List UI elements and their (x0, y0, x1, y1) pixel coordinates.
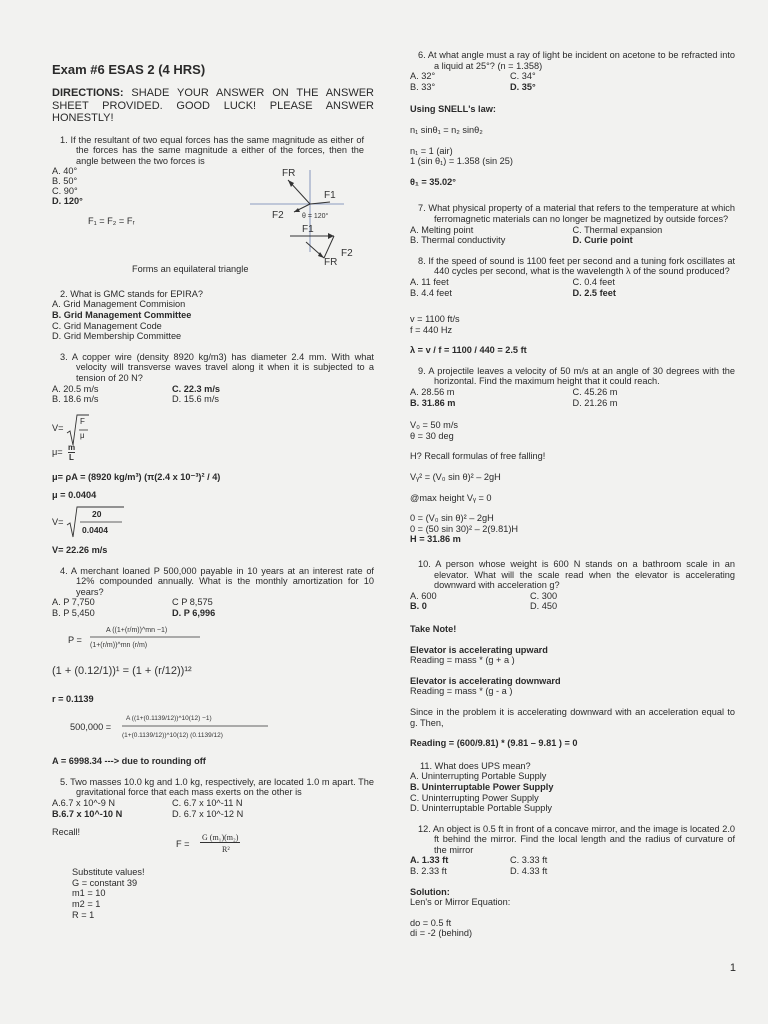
q9-text: 9. A projectile leaves a velocity of 50 m/s at an angle of 30 degrees with the horizontal. Find the maximum height that it could reach. (418, 365, 735, 387)
q12-di: di = -2 (behind) (410, 928, 473, 939)
q3-mu-calc: μ= ρA = (8920 kg/m³) (π(2.4 x 10⁻³)² / 4) (52, 471, 221, 482)
value-m2: m2 = 1 (72, 898, 101, 909)
q5-option-d: D. 6.7 x 10^-12 N (172, 808, 244, 819)
q9-option-c: C. 45.26 m (572, 387, 618, 398)
value-R: R = 1 (72, 909, 95, 920)
mu-label: μ= (52, 446, 63, 457)
q9-options (410, 387, 735, 408)
fig-label-f2b: F2 (341, 248, 353, 260)
elevator-down-heading: Elevator is accelerating downward (410, 675, 561, 686)
q9-theta: θ = 30 deg (410, 430, 454, 441)
snell-eq3: 1 (sin θ₁) = 1.358 (sin 25) (410, 156, 513, 167)
elevator-up-reading: Reading = mass * (g + a ) (410, 655, 515, 666)
q8-option-c: C. 0.4 feet (572, 276, 615, 287)
q12-do: do = 0.5 ft (410, 917, 452, 928)
q8-v: v = 1100 ft/s (410, 314, 460, 325)
q1-text: 1. If the resultant of two equal forces has the same magnitude as either of the forces has the same magnitude a either of the forces, then the angle between the two forces is (60, 134, 364, 166)
q6-answer: θ₁ = 35.02° (410, 176, 456, 187)
q5-recall (52, 825, 374, 861)
q11-text: 11. What does UPS mean? (420, 760, 531, 771)
snell-heading: Using SNELL's law: (410, 104, 496, 115)
q11-option-d: D. Uninterruptable Portable Supply (410, 803, 552, 814)
q9-option-a: A. 28.56 m (410, 387, 455, 398)
q4-option-a: A. P 7,750 (52, 597, 95, 608)
page-number: 1 (729, 962, 736, 974)
q6-option-a: A. 32° (410, 71, 436, 82)
q7-option-c: C. Thermal expansion (572, 224, 663, 235)
q1-equation: F₁ = F₂ = Fᵣ (88, 216, 135, 227)
fig-label-f2: F2 (272, 210, 284, 222)
fig-label-f1b: F1 (302, 224, 314, 236)
svg-text:(1+(r/m))^mn (r/m): (1+(r/m))^mn (r/m) (90, 641, 148, 649)
q5-option-b: B.6.7 x 10^-10 N (52, 808, 123, 819)
q4-text: 4. A merchant loaned P 500,000 payable in 10 years at an interest rate of 12% compounded annually. What is the monthly amortization for 10 years? (60, 565, 374, 597)
q11-option-a: A. Uninterrupting Portable Supply (410, 771, 547, 782)
q3-mu-value: μ = 0.0404 (52, 490, 97, 501)
q12-option-c: C. 3.33 ft (510, 855, 548, 866)
q10-option-a: A. 600 (410, 590, 437, 601)
q2-option-b: B. Grid Management Committee (52, 310, 192, 321)
q10-option-b: B. 0 (410, 601, 427, 612)
q9-recall: H? Recall formulas of free falling! (410, 451, 546, 462)
q4-option-c: C P 8,575 (172, 597, 213, 608)
elevator-up-heading: Elevator is accelerating upward (410, 644, 548, 655)
rate-equation (52, 659, 222, 681)
q6-text: 6. At what angle must a ray of light be incident on acetone to be refracted into a liquid at 25°? (n = 1.358) (418, 50, 735, 71)
v-label: V= (52, 422, 64, 433)
L-symbol: L (69, 452, 74, 462)
q12-option-a: A. 1.33 ft (410, 855, 449, 866)
q4-formula-p (52, 623, 374, 659)
gravity-denominator: R² (222, 845, 230, 855)
q5-values (72, 867, 374, 920)
snell-eq2: n₁ = 1 (air) (410, 145, 453, 156)
q6-option-c: C. 34° (510, 71, 536, 82)
q1-caption: Forms an equilateral triangle (132, 264, 249, 275)
q9-answer: H = 31.86 m (410, 534, 461, 545)
q9-eq2: @max height Vᵧ = 0 (410, 492, 492, 503)
directions (52, 87, 374, 125)
q4-rate-value: r = 0.1139 (52, 693, 94, 704)
q2-option-a: A. Grid Management Commision (52, 299, 186, 310)
q3-answer: V= 22.26 m/s (52, 545, 108, 555)
mu-symbol: μ (80, 430, 85, 440)
q9-option-b: B. 31.86 m (410, 397, 456, 408)
q1-option-a: A. 40° (52, 166, 78, 177)
q3-option-a: A. 20.5 m/s (52, 383, 99, 394)
q8-option-d: D. 2.5 feet (572, 287, 616, 298)
q12-option-d: D. 4.33 ft (510, 866, 548, 877)
denominator-0404: 0.0404 (82, 525, 108, 535)
q5-option-c: C. 6.7 x 10^-11 N (172, 797, 243, 808)
v-label-2: V= (52, 517, 64, 527)
principal-label: 500,000 = (70, 722, 112, 733)
q8-text: 8. If the speed of sound is 1100 feet per second and a tuning fork oscillates at 440 cycles per second, what is the wavelength λ of the sound produced? (418, 255, 735, 277)
q3-text: 3. A copper wire (density 8920 kg/m3) has diameter 2.4 mm. With what velocity will transverse waves travel along it when it is subjected to a tension of 20 N? (60, 351, 374, 384)
mirror-equation-label: Len's or Mirror Equation: (410, 897, 511, 908)
fig-label-f1: F1 (324, 190, 336, 202)
q9-eq4: 0 = (50 sin 30)² – 2(9.81)H (410, 523, 519, 534)
q3-option-b: B. 18.6 m/s (52, 394, 99, 405)
q5-options (52, 798, 292, 819)
q3-option-c: C. 22.3 m/s (172, 383, 221, 394)
q7-text: 7. What physical property of a material that refers to the temperature at which ferromagnetic materials can no longer be magnetized by outside forces? (418, 203, 735, 224)
q10-option-d: D. 450 (530, 601, 558, 612)
q1-option-b: B. 50° (52, 176, 78, 187)
q12-text: 12. An object is 0.5 ft in front of a concave mirror, and the image is located 2.0 ft behind the mirror. Find the local length and the radius of curvature of the mirror (418, 823, 735, 855)
q8-options (410, 277, 735, 298)
F-symbol: F (80, 416, 85, 426)
q4-answer: A = 6998.34 ---> due to rounding off (52, 756, 206, 767)
fig-label-angle: θ = 120° (302, 213, 329, 221)
q3-option-d: D. 15.6 m/s (172, 394, 219, 405)
q8-option-a: A. 11 feet (410, 276, 449, 287)
q3-sqrt-calc (52, 505, 374, 541)
q7-option-b: B. Thermal conductivity (410, 235, 506, 246)
q9-eq1: Vᵧ² = (V₀ sin θ)² – 2gH (410, 472, 501, 483)
q1-option-d: D. 120° (52, 196, 83, 207)
snell-eq1: n₁ sinθ₁ = n₂ sinθ₂ (410, 124, 483, 135)
q10-option-c: C. 300 (530, 590, 558, 601)
amortization-formula (86, 623, 206, 655)
q1-block (52, 166, 374, 270)
q4-option-d: D. P 6,996 (172, 607, 216, 618)
p-label: P = (68, 634, 82, 645)
q4-option-b: B. P 5,450 (52, 607, 95, 618)
directions-text: SHADE YOUR ANSWER ON THE ANSWER SHEET PROVIDED. GOOD LUCK! PLEASE ANSWER HONESTLY! (52, 87, 374, 124)
q11-option-c: C. Uninterrupting Power Supply (410, 792, 539, 803)
q6-option-b: B. 33° (410, 81, 436, 92)
value-G: G = constant 39 (72, 877, 138, 888)
svg-text:(1 + (0.12/1))¹ = (1 + (r/12)): (1 + (0.12/1))¹ = (1 + (r/12))¹² (52, 664, 192, 677)
q9-v0: V₀ = 50 m/s (410, 420, 458, 431)
fig-label-frb: FR (324, 257, 338, 269)
q10-text: 10. A person whose weight is 600 N stands on a bathroom scale in an elevator. What will the scale read when the elevator is accelerating downward with acceleration g? (418, 559, 735, 591)
q6-options (410, 71, 610, 92)
q5-text: 5. Two masses 10.0 kg and 1.0 kg, respectively, are located 1.0 m apart. The gravitational force that each mass exerts on the other is (60, 776, 374, 798)
q10-options (410, 591, 650, 612)
directions-label: DIRECTIONS: (52, 87, 124, 99)
numerator-20: 20 (92, 509, 102, 519)
solution-label: Solution: (410, 886, 450, 897)
q9-option-d: D. 21.26 m (572, 397, 618, 408)
right-column (410, 50, 735, 939)
svg-text:A ((1+(0.1139/12))^10(12) −1): A ((1+(0.1139/12))^10(12) −1) (126, 715, 212, 723)
q8-option-b: B. 4.4 feet (410, 287, 452, 298)
exam-title: Exam #6 ESAS 2 (4 HRS) (52, 62, 206, 77)
q10-since: Since in the problem it is accelerating downward with an acceleration equal to g. Then, (410, 706, 735, 728)
sqrt-symbol (66, 413, 90, 447)
q1-option-c: C. 90° (52, 186, 78, 197)
svg-text:A ((1+(r/m))^mn −1): A ((1+(r/m))^mn −1) (106, 626, 168, 634)
gravity-F-label: F = (176, 839, 190, 850)
m-symbol: m (68, 442, 76, 452)
force-diagram (220, 166, 353, 269)
svg-text:(1+(0.1139/12))^10(12) (0.1139: (1+(0.1139/12))^10(12) (0.1139/12) (122, 732, 223, 740)
q11-option-b: B. Uninterruptable Power Supply (410, 781, 554, 792)
q6-option-d: D. 35° (510, 81, 536, 92)
q8-f: f = 440 Hz (410, 324, 453, 335)
q7-options (410, 225, 735, 246)
q7-option-d: D. Curie point (572, 235, 633, 246)
left-column (52, 62, 374, 920)
recall-label: Recall! (52, 827, 81, 838)
q10-answer: Reading = (600/9.81) * (9.81 – 9.81 ) = 0 (410, 738, 578, 749)
q8-answer: λ = v / f = 1100 / 440 = 2.5 ft (410, 345, 527, 356)
q3-formula-v (52, 413, 374, 461)
substitute-label: Substitute values! (72, 867, 145, 878)
q7-option-a: A. Melting point (410, 224, 474, 235)
q12-options (410, 855, 610, 876)
q3-options (52, 384, 292, 405)
q4-options (52, 597, 292, 618)
q2-text: 2. What is GMC stands for EPIRA? (60, 288, 203, 299)
elevator-down-reading: Reading = mass * (g - a ) (410, 686, 513, 697)
q2-option-c: C. Grid Management Code (52, 320, 162, 331)
q2-option-d: D. Grid Membership Committee (52, 331, 182, 342)
gravity-numerator: G (m₁)(m₂) (202, 833, 239, 843)
fig-label-fr: FR (282, 168, 296, 180)
q4-substitution (52, 710, 374, 748)
q12-option-b: B. 2.33 ft (410, 866, 447, 877)
q9-eq3: 0 = (V₀ sin θ)² – 2gH (410, 513, 494, 524)
substituted-formula (120, 710, 270, 746)
value-m1: m1 = 10 (72, 888, 106, 899)
q5-option-a: A.6.7 x 10^-9 N (52, 797, 116, 808)
take-note: Take Note! (410, 623, 457, 634)
